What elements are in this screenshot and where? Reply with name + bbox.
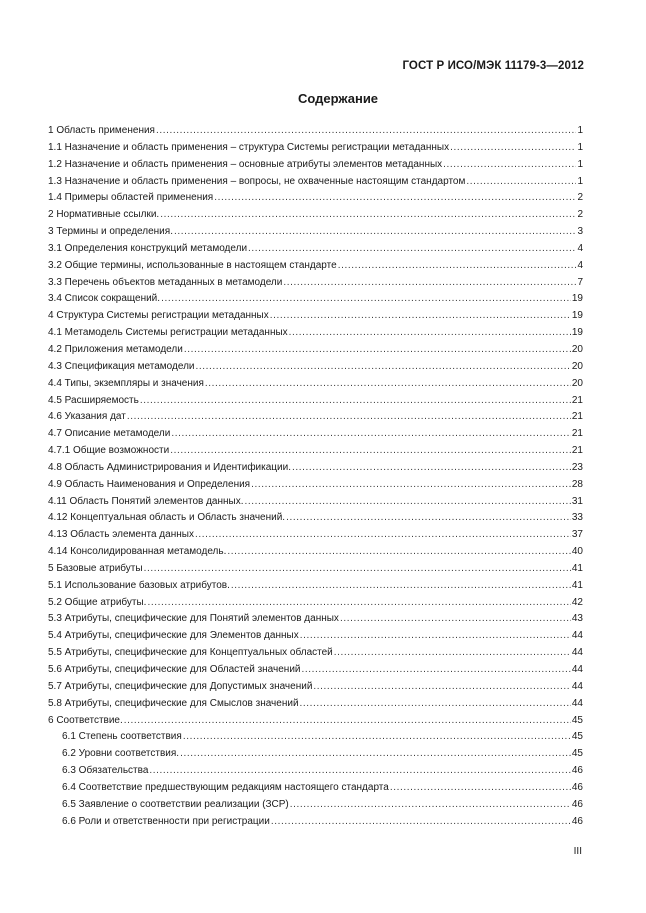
toc-entry-label: 4.14 Консолидированная метамодель. [48,546,227,558]
toc-entry-label: 5.5 Атрибуты, специфические для Концептуальных областей [48,647,333,659]
toc-entry-label: 4.1 Метамодель Системы регистрации метаданных [48,327,288,339]
toc-leader-dots [245,494,571,511]
toc-entry-label: 2 Нормативные ссылки. [48,209,160,221]
toc-entry-page: 19 [571,293,583,305]
toc-leader-dots [338,258,577,275]
toc-entry-page: 7 [577,276,583,288]
toc-entry-label: 5.3 Атрибуты, специфические для Понятий элементов данных [48,613,339,625]
toc-entry-page: 44 [571,664,583,675]
toc-entry-page: 45 [571,714,583,726]
toc-leader-dots [205,376,571,393]
toc-entry-page: 31 [571,495,583,507]
toc-entry-label: 4.5 Расширяемость [48,394,139,406]
toc-entry-label: 6.1 Степень соответствия [62,731,182,743]
toc-entry-page: 1 [577,158,583,170]
toc-entry-page: 40 [571,546,583,558]
toc-entry-page: 2 [577,209,583,221]
toc-entry-page: 45 [571,748,583,760]
toc-entry-label: 3.4 Список сокращений. [48,293,161,305]
toc-leader-dots [214,190,576,207]
toc-entry-label: 4.6 Указания дат [48,411,126,423]
toc-entry-label: 3.2 Общие термины, использованные в настоящем стандарте [48,259,337,271]
toc-leader-dots [147,595,570,612]
toc-entry [48,611,583,628]
toc-leader-dots [443,157,576,174]
toc-entry-page: 20 [571,343,583,355]
toc-entry [48,426,583,443]
toc-entry-label: 4 Структура Системы регистрации метаданных [48,310,269,322]
toc-leader-dots [289,325,571,342]
table-of-contents [48,123,583,830]
toc-leader-dots [149,763,570,780]
toc-leader-dots [140,393,571,410]
toc-leader-dots [286,510,571,527]
page-number: III [573,846,582,857]
toc-leader-dots [174,224,576,241]
toc-entry-page: 21 [571,428,583,440]
toc-entry [48,679,583,696]
toc-entry [48,729,583,746]
toc-leader-dots [334,645,571,662]
document-header: ГОСТ Р ИСО/МЭК 11179-3—2012 [402,60,584,72]
toc-entry-page: 19 [571,327,583,339]
toc-entry [48,595,583,612]
toc-entry [48,123,583,140]
toc-entry [48,224,583,241]
toc-entry-page: 28 [571,478,583,490]
toc-entry-page: 42 [571,596,583,608]
toc-entry-label: 3.3 Перечень объектов метаданных в метамодели [48,276,283,288]
toc-entry [48,443,583,460]
toc-entry-label: 4.11 Область Понятий элементов данных. [48,495,244,507]
toc-entry-label: 4.12 Концептуальная область и Область значений. [48,512,286,524]
toc-entry [48,696,583,713]
toc-entry-page: 44 [571,630,583,642]
toc-entry-page: 21 [571,394,583,406]
toc-leader-dots [156,123,576,140]
toc-entry-label: 4.13 Область элемента данных [48,529,194,541]
toc-entry-label: 4.3 Спецификация метамодели [48,360,195,372]
toc-entry [48,359,583,376]
toc-entry [48,662,583,679]
toc-entry [48,291,583,308]
toc-entry-label: 5.8 Атрибуты, специфические для Смыслов значений [48,697,299,709]
toc-leader-dots [292,460,571,477]
toc-entry-label: 6.6 Роли и ответственности при регистрации [62,815,270,827]
toc-entry [48,342,583,359]
toc-entry-page: 33 [571,512,583,524]
toc-entry [48,393,583,410]
toc-leader-dots [283,275,576,292]
toc-entry [48,763,583,780]
toc-leader-dots [270,308,571,325]
toc-entry-label: 4.8 Область Администрирования и Идентификации. [48,461,291,473]
toc-entry-page: 44 [571,697,583,709]
toc-entry [48,409,583,426]
toc-entry-page: 37 [571,529,583,541]
toc-entry [48,140,583,157]
toc-entry [48,713,583,730]
toc-entry-page: 4 [577,242,583,254]
toc-entry-page: 4 [577,259,583,271]
toc-entry [48,207,583,224]
toc-entry [48,578,583,595]
toc-entry-label: 4.7.1 Общие возможности [48,445,170,457]
toc-leader-dots [180,746,571,763]
toc-entry-page: 1 [577,125,583,136]
toc-entry [48,797,583,814]
toc-entry-page: 44 [571,680,583,692]
toc-leader-dots [184,342,571,359]
toc-entry-label: 6.5 Заявление о соответствии реализации (ЗСР) [62,798,289,810]
page-title: Содержание [297,91,379,106]
toc-entry [48,275,583,292]
toc-leader-dots [170,443,571,460]
toc-entry-label: 1 Область применения [48,125,155,136]
toc-entry-page: 41 [571,579,583,591]
toc-leader-dots [390,780,571,797]
toc-entry-page: 41 [571,562,583,574]
toc-entry-label: 1.2 Назначение и область применения – основные атрибуты элементов метаданных [48,158,443,170]
toc-entry-page: 3 [577,226,583,238]
toc-leader-dots [450,140,576,157]
toc-entry-label: 5.7 Атрибуты, специфические для Допустимых значений [48,680,313,692]
toc-leader-dots [340,611,571,628]
toc-leader-dots [196,359,571,376]
toc-leader-dots [231,578,571,595]
toc-entry [48,477,583,494]
toc-leader-dots [160,207,576,224]
toc-entry [48,241,583,258]
toc-leader-dots [161,291,571,308]
toc-entry-page: 20 [571,377,583,389]
toc-entry-page: 21 [571,445,583,457]
toc-entry-page: 46 [571,765,583,777]
toc-leader-dots [127,409,571,426]
toc-entry-page: 45 [571,731,583,743]
toc-leader-dots [271,814,571,831]
toc-leader-dots [248,241,576,258]
toc-entry [48,561,583,578]
toc-entry-label: 1.4 Примеры областей применения [48,192,214,204]
toc-entry-label: 4.2 Приложения метамодели [48,343,183,355]
toc-entry-label: 5.1 Использование базовых атрибутов. [48,579,230,591]
toc-leader-dots [290,797,571,814]
toc-entry [48,494,583,511]
toc-entry-label: 6.2 Уровни соответствия. [62,748,180,760]
toc-entry-page: 46 [571,781,583,793]
toc-entry-label: 5.4 Атрибуты, специфические для Элементов данных [48,630,299,642]
toc-entry [48,814,583,831]
toc-entry [48,544,583,561]
toc-leader-dots [144,561,571,578]
toc-leader-dots [183,729,571,746]
toc-entry-page: 1 [577,175,583,187]
toc-entry-page: 21 [571,411,583,423]
toc-leader-dots [300,628,571,645]
toc-leader-dots [124,713,571,730]
toc-entry-label: 4.4 Типы, экземпляры и значения [48,377,204,389]
toc-entry [48,645,583,662]
toc-entry [48,258,583,275]
toc-entry-page: 1 [577,141,583,153]
toc-entry-page: 2 [577,192,583,204]
toc-entry [48,628,583,645]
toc-entry-label: 4.7 Описание метамодели [48,428,171,440]
toc-entry-label: 1.1 Назначение и область применения – структура Системы регистрации метаданных [48,141,450,153]
toc-leader-dots [171,426,571,443]
toc-entry-label: 4.9 Область Наименования и Определения [48,478,251,490]
toc-entry [48,325,583,342]
toc-leader-dots [195,527,571,544]
toc-entry [48,527,583,544]
toc-entry-label: 5.2 Общие атрибуты. [48,596,147,608]
toc-entry-label: 6 Соответствие. [48,714,123,726]
toc-entry-label: 5 Базовые атрибуты [48,562,143,574]
toc-entry-label: 5.6 Атрибуты, специфические для Областей значений [48,664,301,675]
toc-entry-page: 43 [571,613,583,625]
toc-entry [48,190,583,207]
toc-entry-page: 46 [571,815,583,827]
toc-leader-dots [313,679,570,696]
toc-leader-dots [466,174,576,191]
toc-entry-label: 6.4 Соответствие предшествующим редакциям настоящего стандарта [62,781,389,793]
toc-leader-dots [251,477,571,494]
toc-leader-dots [300,696,571,713]
toc-entry-page: 23 [571,461,583,473]
toc-entry [48,308,583,325]
toc-entry [48,174,583,191]
toc-entry-label: 3 Термины и определения. [48,226,173,238]
toc-entry [48,157,583,174]
toc-entry [48,460,583,477]
toc-entry [48,376,583,393]
toc-entry-label: 6.3 Обязательства [62,765,149,777]
toc-entry [48,746,583,763]
toc-entry-page: 19 [571,310,583,322]
toc-entry-page: 20 [571,360,583,372]
toc-entry-label: 3.1 Определения конструкций метамодели [48,242,248,254]
toc-leader-dots [227,544,571,561]
toc-entry-label: 1.3 Назначение и область применения – вопросы, не охваченные настоящим стандартом [48,175,466,187]
toc-entry [48,780,583,797]
toc-entry [48,510,583,527]
toc-leader-dots [302,662,571,679]
toc-entry-page: 46 [571,798,583,810]
toc-entry-page: 44 [571,647,583,659]
